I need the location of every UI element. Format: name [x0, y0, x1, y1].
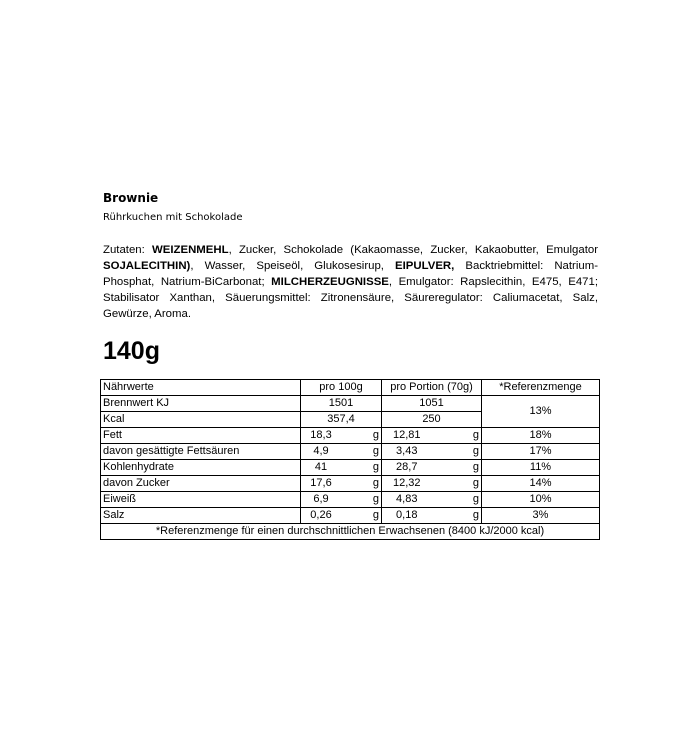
row-name: Eiweiß	[101, 492, 301, 508]
table-row	[101, 476, 600, 492]
ingredients-part: , Emulgator: Rapslecithin, E475, E471; Stabilisator Xanthan, Säuerungsmittel: Zitronensäure, Säureregulator: Caliumacetat, Salz, Gewürze, Aroma.	[103, 276, 598, 320]
row-value-portion: 12,81	[382, 428, 432, 444]
row-unit: g	[432, 428, 482, 444]
row-value-100: 41	[301, 460, 342, 476]
header-per-100g: pro 100g	[301, 380, 382, 396]
row-value-100: 6,9	[301, 492, 342, 508]
row-unit: g	[432, 508, 482, 524]
header-reference: *Referenzmenge	[482, 380, 600, 396]
ingredients-part: , Zucker, Schokolade (Kakaomasse, Zucker, Kakaobutter, Emulgator	[228, 244, 598, 256]
row-energy-kj-portion: 1051	[382, 396, 482, 412]
allergen-egg-powder: EIPULVER,	[395, 260, 455, 272]
header-per-portion: pro Portion (70g)	[382, 380, 482, 396]
table-row	[101, 396, 600, 412]
row-unit: g	[341, 476, 382, 492]
row-energy-kcal-100: 357,4	[301, 412, 382, 428]
product-subtitle: Rührkuchen mit Schokolade	[103, 212, 243, 223]
allergen-soy-lecithin: SOJALECITHIN)	[103, 260, 191, 272]
row-ref: 11%	[482, 460, 600, 476]
ingredients-text	[103, 242, 598, 322]
table-row	[101, 460, 600, 476]
row-unit: g	[341, 508, 382, 524]
row-ref: 18%	[482, 428, 600, 444]
row-unit: g	[341, 444, 382, 460]
table-header-row	[101, 380, 600, 396]
table-row	[101, 492, 600, 508]
product-title: Brownie	[103, 191, 159, 205]
allergen-wheat-flour: WEIZENMEHL	[152, 244, 229, 256]
row-value-portion: 0,18	[382, 508, 432, 524]
row-ref: 17%	[482, 444, 600, 460]
row-value-portion: 28,7	[382, 460, 432, 476]
row-value-portion: 3,43	[382, 444, 432, 460]
row-unit: g	[341, 460, 382, 476]
row-name: Kohlenhydrate	[101, 460, 301, 476]
table-footnote-row	[101, 524, 600, 540]
table-footnote: *Referenzmenge für einen durchschnittlichen Erwachsenen (8400 kJ/2000 kcal)	[101, 524, 600, 540]
row-ref: 10%	[482, 492, 600, 508]
row-name: Salz	[101, 508, 301, 524]
row-unit: g	[432, 476, 482, 492]
row-energy-ref: 13%	[482, 396, 600, 428]
row-unit: g	[432, 444, 482, 460]
row-value-100: 4,9	[301, 444, 342, 460]
row-energy-kcal-label: Kcal	[101, 412, 301, 428]
row-ref: 14%	[482, 476, 600, 492]
table-row	[101, 444, 600, 460]
row-unit: g	[432, 492, 482, 508]
row-ref: 3%	[482, 508, 600, 524]
product-weight: 140g	[103, 337, 160, 365]
row-unit: g	[341, 428, 382, 444]
table-row	[101, 428, 600, 444]
row-energy-kj-100: 1501	[301, 396, 382, 412]
row-value-portion: 12,32	[382, 476, 432, 492]
row-value-100: 0,26	[301, 508, 342, 524]
row-value-portion: 4,83	[382, 492, 432, 508]
header-nutrients: Nährwerte	[101, 380, 301, 396]
row-unit: g	[341, 492, 382, 508]
row-value-100: 17,6	[301, 476, 342, 492]
ingredients-part: Zutaten:	[103, 244, 153, 256]
ingredients-part: Backtriebmittel: Natrium-Phosphat, Natrium-BiCarbonat;	[103, 260, 599, 288]
table-row	[101, 508, 600, 524]
allergen-milk-products: MILCHERZEUGNISSE	[271, 276, 389, 288]
nutrition-table	[100, 379, 600, 540]
row-name: davon gesättigte Fettsäuren	[101, 444, 301, 460]
row-name: davon Zucker	[101, 476, 301, 492]
row-value-100: 18,3	[301, 428, 342, 444]
row-energy-kcal-portion: 250	[382, 412, 482, 428]
row-unit: g	[432, 460, 482, 476]
row-energy-kj-label: Brennwert KJ	[101, 396, 301, 412]
ingredients-part: , Wasser, Speiseöl, Glukosesirup,	[190, 260, 396, 272]
row-name: Fett	[101, 428, 301, 444]
